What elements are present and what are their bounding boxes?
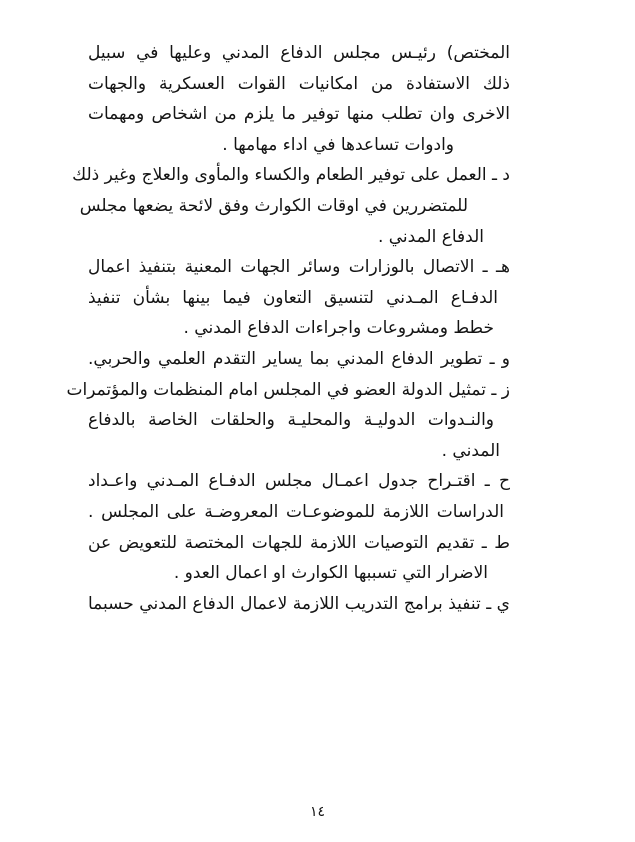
text-line: ح ـ اقتـراح جدول اعمـال مجلس الدفـاع المـدني واعـداد <box>88 471 510 492</box>
text-line: للمتضررين في اوقات الكوارث وفق لائحة يضعها مجلس <box>79 195 468 216</box>
text-line: ط ـ تقديم التوصيات اللازمة للجهات المختصة للتعويض عن <box>88 532 510 553</box>
text-line: الاخرى وان تطلب منها توفير ما يلزم من اشخاص ومهمات <box>88 104 510 125</box>
text-line: هـ ـ الاتصال بالوزارات وسائر الجهات المعنية بتنفيذ اعمال <box>88 257 510 278</box>
text-line: د ـ العمل على توفير الطعام والكساء والمأوى والعلاج وغير ذلك <box>72 165 510 186</box>
text-line: المختص) رئيـس مجلس الدفاع المدني وعليها في سبيل <box>88 43 510 63</box>
text-line: وادوات تساعدها في اداء مهامها . <box>222 134 454 155</box>
body-text <box>66 38 510 619</box>
text-line: الدراسات اللازمة للموضوعـات المعروضـة على المجلس . <box>88 501 504 522</box>
text-line: و ـ تطوير الدفاع المدني بما يساير التقدم العلمي والحربي. <box>88 348 510 369</box>
text-line: خطط ومشروعات واجراءات الدفاع المدني . <box>183 318 494 339</box>
text-line: الاضرار التي تسببها الكوارث او اعمال العدو . <box>173 563 488 584</box>
text-line: الدفاع المدني . <box>377 226 484 247</box>
text-line: ذلك الاستفادة من امكانيات القوات العسكرية والجهات <box>88 73 510 94</box>
text-line: ي ـ تنفيذ برامج التدريب اللازمة لاعمال الدفاع المدني حسبما <box>88 593 510 614</box>
text-line: ز ـ تمثيل الدولة العضو في المجلس امام المنظمات والمؤتمرات <box>66 379 510 400</box>
page-number: ١٤ <box>309 804 326 820</box>
text-line: المدني . <box>441 440 500 461</box>
text-line: والنـدوات الدوليـة والمحليـة والحلقات الخاصة بالدفاع <box>88 410 494 431</box>
text-line: الدفـاع المـدني لتنسيق التعاون فيما بينها بشأن تنفيذ <box>88 287 498 308</box>
